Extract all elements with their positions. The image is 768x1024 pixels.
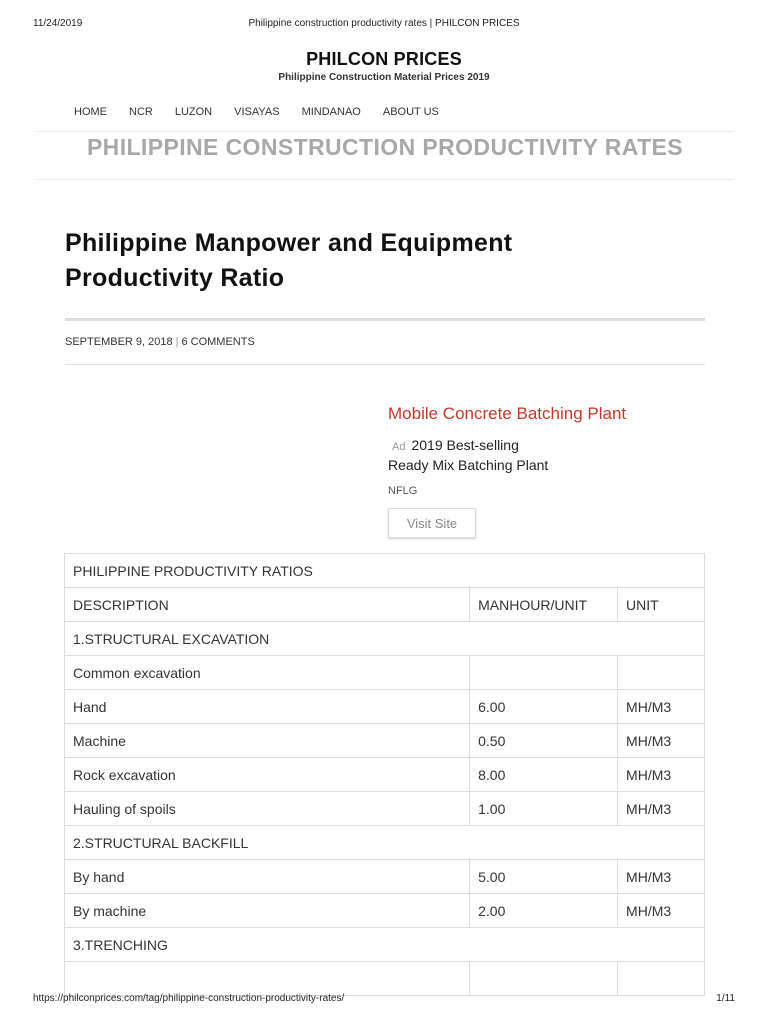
- cell-description: Rock excavation: [65, 758, 470, 792]
- cell-manhour: [470, 962, 618, 996]
- table-section-row: [65, 826, 705, 860]
- comments-link[interactable]: 6 COMMENTS: [181, 336, 255, 348]
- ad-advertiser: NFLG: [388, 485, 418, 497]
- section-heading: 1.STRUCTURAL EXCAVATION: [65, 622, 705, 656]
- meta-separator: |: [175, 336, 179, 348]
- nav-item-visayas[interactable]: VISAYAS: [234, 106, 280, 118]
- ad-description-line-2: Ready Mix Batching Plant: [388, 457, 549, 473]
- cell-unit: MH/M3: [618, 792, 705, 826]
- ad-description-text-1: 2019 Best-selling: [411, 437, 519, 453]
- cell-manhour: 6.00: [470, 690, 618, 724]
- table-row: [65, 690, 705, 724]
- table-caption: PHILIPPINE PRODUCTIVITY RATIOS: [65, 554, 705, 588]
- print-document-title: Philippine construction productivity rates | PHILCON PRICES: [248, 18, 520, 29]
- cell-unit: [618, 962, 705, 996]
- nav-item-ncr[interactable]: NCR: [129, 106, 153, 118]
- post-title[interactable]: Philippine Manpower and Equipment Productivity Ratio: [65, 229, 513, 292]
- nav-item-luzon[interactable]: LUZON: [174, 106, 213, 118]
- ad-badge: Ad: [392, 441, 406, 453]
- ad-visit-site-button[interactable]: Visit Site: [388, 508, 476, 538]
- nav-item-home[interactable]: HOME: [74, 106, 107, 118]
- site-tagline: Philippine Construction Material Prices 2019: [278, 72, 490, 83]
- table-row: [65, 792, 705, 826]
- table-row: [65, 758, 705, 792]
- table-caption-row: [65, 554, 705, 588]
- section-heading: 3.TRENCHING: [65, 928, 705, 962]
- table-row: [65, 894, 705, 928]
- table-row: [65, 724, 705, 758]
- cell-unit: [618, 656, 705, 690]
- post-date: SEPTEMBER 9, 2018: [65, 336, 173, 348]
- cell-unit: MH/M3: [618, 758, 705, 792]
- divider: [36, 179, 734, 180]
- cell-description: By hand: [65, 860, 470, 894]
- cell-manhour: [470, 656, 618, 690]
- archive-title: PHILIPPINE CONSTRUCTION PRODUCTIVITY RATES: [86, 134, 684, 160]
- column-header-manhour: MANHOUR/UNIT: [470, 588, 618, 622]
- cell-manhour: 1.00: [470, 792, 618, 826]
- nav-item-about-us[interactable]: ABOUT US: [382, 106, 439, 118]
- column-header-description: DESCRIPTION: [65, 588, 470, 622]
- cell-description: Hauling of spoils: [65, 792, 470, 826]
- cell-manhour: 8.00: [470, 758, 618, 792]
- table-row: [65, 962, 705, 996]
- cell-unit: MH/M3: [618, 860, 705, 894]
- title-divider: [65, 318, 705, 321]
- cell-description: Hand: [65, 690, 470, 724]
- nav-item-mindanao[interactable]: MINDANAO: [301, 106, 361, 118]
- print-header: [0, 18, 768, 32]
- ad-headline[interactable]: Mobile Concrete Batching Plant: [388, 404, 627, 423]
- cell-manhour: 0.50: [470, 724, 618, 758]
- productivity-table-container: [60, 553, 710, 993]
- cell-description: Machine: [65, 724, 470, 758]
- cell-unit: MH/M3: [618, 894, 705, 928]
- ad-description-line-1: [388, 437, 519, 453]
- table-section-row: [65, 622, 705, 656]
- site-title[interactable]: PHILCON PRICES: [306, 49, 462, 69]
- table-section-row: [65, 928, 705, 962]
- main-nav: [74, 106, 439, 118]
- table-row: [65, 860, 705, 894]
- section-heading: 2.STRUCTURAL BACKFILL: [65, 826, 705, 860]
- column-header-unit: UNIT: [618, 588, 705, 622]
- cell-description: By machine: [65, 894, 470, 928]
- table-header-row: [65, 588, 705, 622]
- meta-divider: [65, 364, 705, 365]
- print-url: https://philconprices.com/tag/philippine-construction-productivity-rates/: [33, 993, 345, 1004]
- cell-description: [65, 962, 470, 996]
- cell-unit: MH/M3: [618, 690, 705, 724]
- table-row: [65, 656, 705, 690]
- print-date: 11/24/2019: [33, 18, 83, 29]
- cell-unit: MH/M3: [618, 724, 705, 758]
- cell-description: Common excavation: [65, 656, 470, 690]
- divider: [36, 131, 734, 132]
- cell-manhour: 2.00: [470, 894, 618, 928]
- cell-manhour: 5.00: [470, 860, 618, 894]
- post-meta: [65, 336, 255, 348]
- productivity-table: [64, 553, 705, 996]
- print-page-number: 1/11: [716, 993, 735, 1004]
